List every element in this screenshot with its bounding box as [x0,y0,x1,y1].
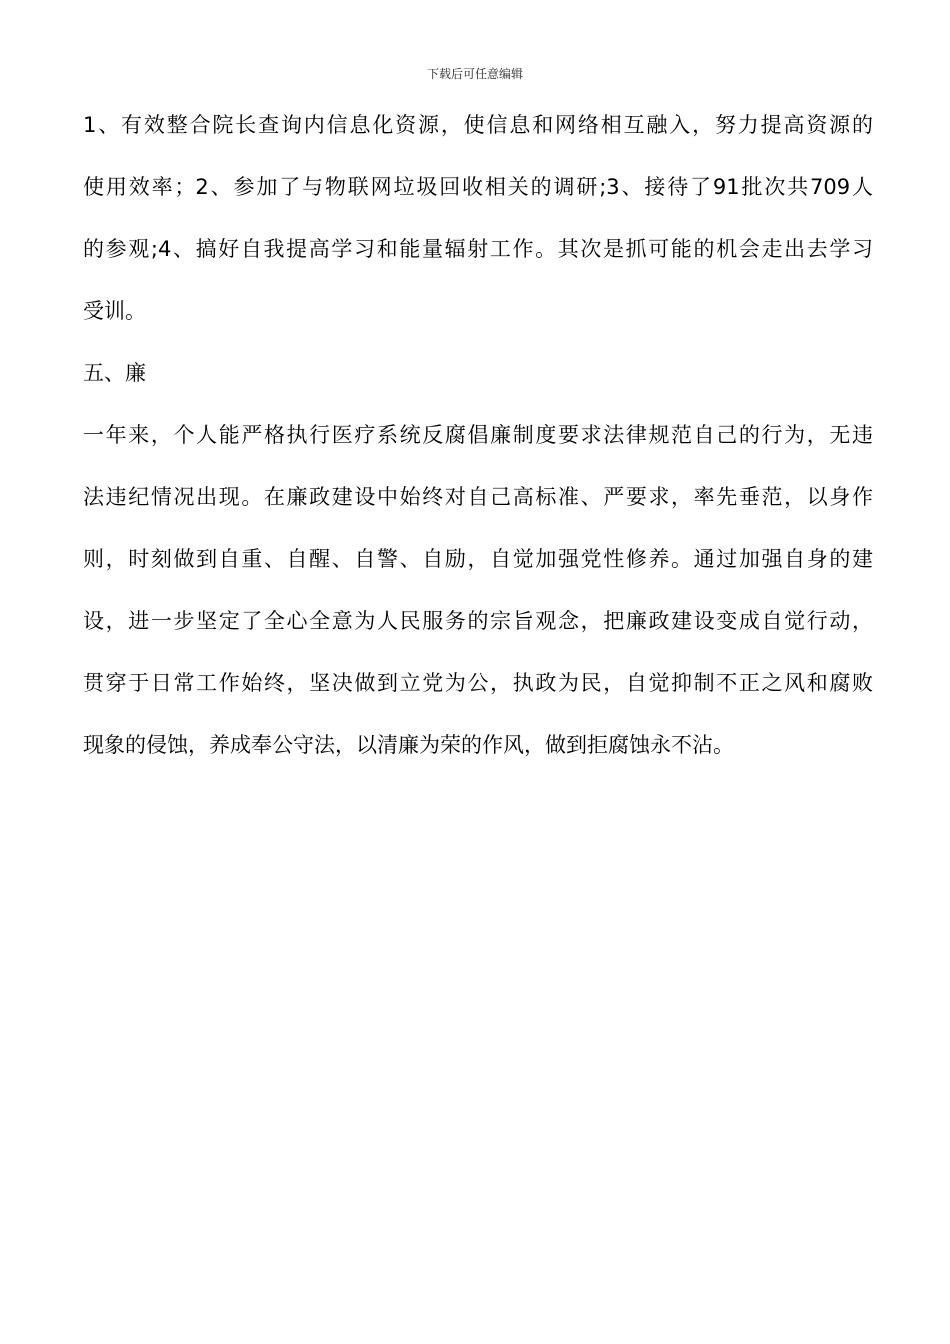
page-header-note: 下载后可任意编辑 [426,67,523,81]
paragraph-line: 受训。 [83,299,146,323]
paragraph-line: 贯穿于日常工作始终，坚决做到立党为公，执政为民，自觉抑制不正之风和腐败 [83,671,873,695]
paragraph-line: 的参观;4、搞好自我提高学习和能量辐射工作。其次是抓可能的机会走出去学习 [83,237,873,261]
paragraph-line: 则，时刻做到自重、自醒、自警、自励，自觉加强党性修养。通过加强自身的建 [83,547,873,571]
paragraph-line: 现象的侵蚀，养成奉公守法，以清廉为荣的作风，做到拒腐蚀永不沾。 [83,733,734,757]
section-heading: 五、廉 [83,361,146,385]
document-body [83,110,873,792]
paragraph-line: 1、有效整合院长查询内信息化资源，使信息和网络相互融入，努力提高资源的 [83,113,873,137]
paragraph-line: 设，进一步坚定了全心全意为人民服务的宗旨观念，把廉政建设变成自觉行动， [83,609,873,633]
paragraph-line: 使用效率；2、参加了与物联网垃圾回收相关的调研;3、接待了91批次共709人 [83,175,873,199]
paragraph-line: 法违纪情况出现。在廉政建设中始终对自己高标准、严要求，率先垂范，以身作 [83,485,873,509]
paragraph-line: 一年来，个人能严格执行医疗系统反腐倡廉制度要求法律规范自己的行为，无违 [83,423,873,447]
